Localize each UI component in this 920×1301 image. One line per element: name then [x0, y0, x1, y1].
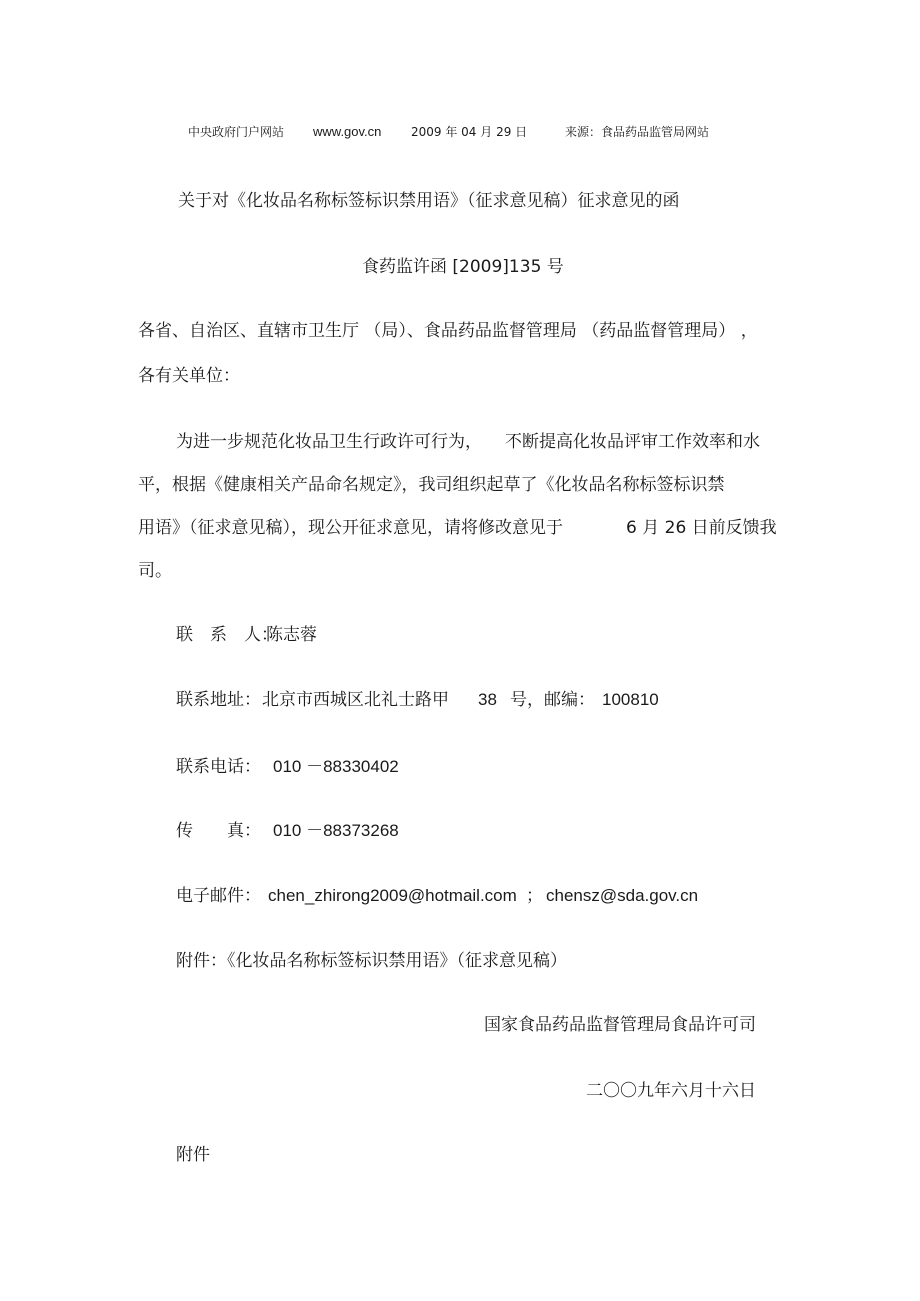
attachment-heading: 附件	[176, 1145, 210, 1165]
body-line-3b: 6 月 26 日前反馈我	[626, 518, 777, 538]
contact-phone: 010 －88330402	[273, 757, 399, 776]
contact-phone-label: 联系电话：	[176, 757, 261, 777]
document-number: 食药监许函 [2009]135 号	[362, 257, 564, 277]
contact-address-label: 联系地址：	[176, 690, 261, 710]
contact-email-separator: ；	[526, 886, 543, 906]
contact-person-label: 联 系 人：	[176, 625, 278, 645]
contact-email-2[interactable]: chensz@sda.gov.cn	[546, 886, 699, 905]
contact-address: 北京市西城区北礼士路甲	[262, 690, 449, 710]
recipients-line-2: 各有关单位：	[138, 366, 240, 386]
header-source: 来源：食品药品监管局网站	[565, 125, 710, 139]
contact-postcode-label: 号，邮编：	[510, 690, 595, 710]
contact-address-number: 38	[478, 690, 497, 709]
document-title: 关于对《化妆品名称标签标识禁用语》（征求意见稿）征求意见的函	[178, 191, 680, 211]
signature-org: 国家食品药品监督管理局食品许可司	[484, 1015, 756, 1035]
attachment-line: 附件：《化妆品名称标签标识禁用语》（征求意见稿）	[176, 951, 567, 971]
recipients-line-1: 各省、自治区、直辖市卫生厅 （局）、食品药品监督管理局 （药品监督管理局） ，	[138, 321, 758, 341]
contact-postcode: 100810	[602, 690, 659, 709]
signature-date: 二〇〇九年六月十六日	[586, 1081, 756, 1101]
contact-fax-label: 传 真：	[176, 821, 261, 841]
contact-email-1[interactable]: chen_zhirong2009@hotmail.com	[268, 886, 517, 905]
body-line-4: 司。	[138, 561, 172, 581]
header-site: 中央政府门户网站	[188, 125, 285, 139]
body-line-1a: 为进一步规范化妆品卫生行政许可行为，	[176, 432, 482, 452]
contact-fax: 010 －88373268	[273, 821, 399, 840]
header-url[interactable]: www.gov.cn	[313, 124, 382, 139]
body-line-2: 平，根据《健康相关产品命名规定》，我司组织起草了《化妆品名称标签标识禁	[138, 475, 725, 495]
contact-email-label: 电子邮件：	[176, 886, 261, 906]
contact-person: 陈志蓉	[266, 625, 317, 645]
header-date: 2009 年 04 月 29 日	[411, 125, 528, 139]
body-line-1b: 不断提高化妆品评审工作效率和水	[505, 432, 760, 452]
body-line-3a: 用语》（征求意见稿），现公开征求意见，请将修改意见于	[138, 518, 563, 538]
